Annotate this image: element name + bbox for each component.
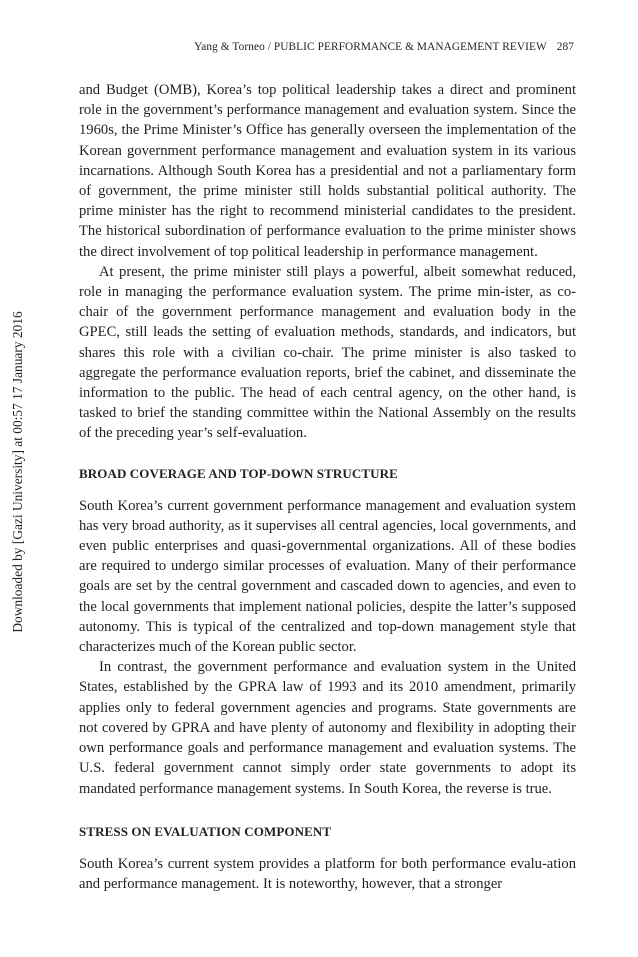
download-watermark: Downloaded by [Gazi University] at 00:57 17 January 2016 xyxy=(10,311,25,633)
article-body xyxy=(79,80,576,894)
section-heading-stress-on-evaluation: STRESS ON EVALUATION COMPONENT xyxy=(79,823,332,839)
paragraph-3: South Korea’s current government performance management and evaluation system has very broad authority, as it supervises all central agencies, local governments, and even public enterprises and quasi-governmental organizations. All of these bodies are required to undergo similar processes of evaluation. Many of their performance goals are set by the central government and cascaded down to agencies, and even to the local governments that implement national policies, despite the latter’s supposed autonomy. This is typical of the centralized and top-down management style that characterizes much of the Korean public sector. xyxy=(79,497,576,656)
page-number: 287 xyxy=(556,41,574,53)
running-title: Yang & Torneo / PUBLIC PERFORMANCE & MANAGEMENT REVIEW xyxy=(194,41,547,53)
paragraph-2: At present, the prime minister still plays a powerful, albeit somewhat reduced, role in managing the performance evaluation system. The prime min-ister, as co-chair of the government performance management and evaluation body in the GPEC, still leads the setting of evaluation methods, standards, and indicators, but shares this role with a civilian co-chair. The prime minister is also tasked to aggregate the performance evaluation reports, brief the cabinet, and disseminate the information to the public. The head of each central agency, on the other hand, is tasked to brief the standing committee within the National Assembly on the results of the preceding year’s self-evaluation. xyxy=(79,263,576,442)
running-header xyxy=(150,41,574,53)
paragraph-1: and Budget (OMB), Korea’s top political leadership takes a direct and prominent role in the government’s performance management and evaluation system. Since the 1960s, the Prime Minister’s Office has generally overseen the implementation of the Korean government performance management and evaluation system in its various incarnations. Although South Korea has a presidential and not a parliamentary form of government, the prime minister still holds substantial political authority. The prime minister has the right to recommend ministerial candidates to the president. The historical subordination of performance evaluation to the prime minister shows the direct involvement of top political leadership in performance management. xyxy=(79,82,576,260)
section-heading-broad-coverage: BROAD COVERAGE AND TOP-DOWN STRUCTURE xyxy=(79,465,398,481)
paragraph-4: In contrast, the government performance and evaluation system in the United States, established by the GPRA law of 1993 and its 2010 amendment, primarily applies only to federal government agencies and programs. State governments are not covered by GPRA and have plenty of autonomy and flexibility in adopting their own performance goals and performance management and evaluation systems. The U.S. federal government cannot simply order state governments to adopt its mandated performance management systems. In South Korea, the reverse is true. xyxy=(79,659,576,797)
paragraph-5: South Korea’s current system provides a platform for both performance evalu-ation and performance management. It is noteworthy, however, that a stronger xyxy=(79,855,576,892)
